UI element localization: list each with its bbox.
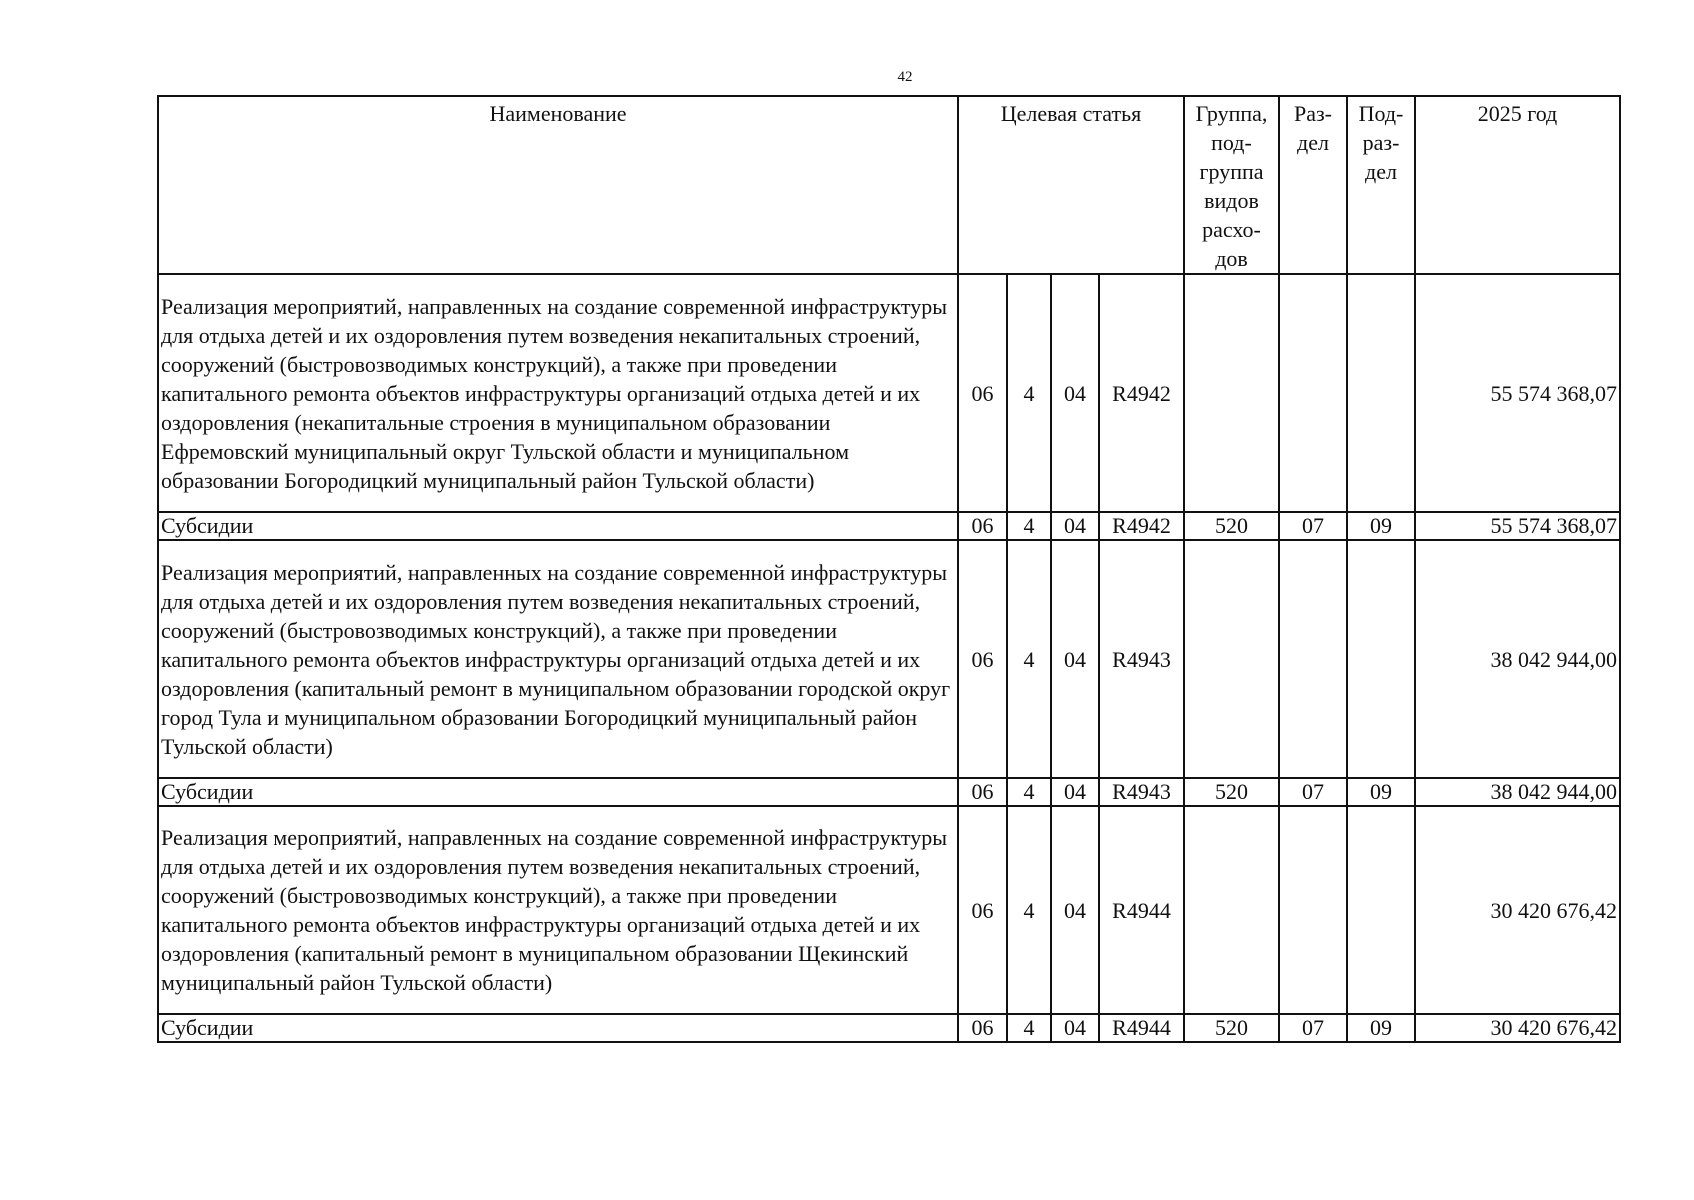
subsection: 09 [1347,1014,1415,1042]
target-article-code: R4943 [1099,778,1184,806]
row-name: Субсидии [158,778,958,806]
row-name: Реализация мероприятий, направленных на создание современной инфраструктуры для отдыха детей и их оздоровления путем возведения некапитальных строений, сооружений (быстровозводимых конструкций), а также при проведении капитального ремонта объектов инфраструктуры организаций отдыха детей и их оздоровления (капитальный ремонт в муниципальном образовании Щекинский муниципальный район Тульской области) [158,806,958,1014]
subsection [1347,540,1415,778]
table-row [158,274,1620,512]
expense-group [1184,540,1279,778]
target-article-code: R4944 [1099,806,1184,1014]
row-name: Реализация мероприятий, направленных на создание современной инфраструктуры для отдыха детей и их оздоровления путем возведения некапитальных строений, сооружений (быстровозводимых конструкций), а также при проведении капитального ремонта объектов инфраструктуры организаций отдыха детей и их оздоровления (капитальный ремонт в муниципальном образовании городской округ город Тула и муниципальном образовании Богородицкий муниципальный район Тульской области) [158,540,958,778]
amount-2025: 30 420 676,42 [1415,1014,1620,1042]
section: 07 [1279,512,1347,540]
target-article-program: 06 [958,274,1007,512]
target-article-type: 4 [1007,1014,1051,1042]
subsection: 09 [1347,778,1415,806]
section [1279,806,1347,1014]
header-year: 2025 год [1415,96,1620,274]
header-section: Раз-дел [1279,96,1347,274]
section [1279,540,1347,778]
target-article-type: 4 [1007,540,1051,778]
table-header-row [158,96,1620,274]
subsection [1347,806,1415,1014]
amount-2025: 38 042 944,00 [1415,540,1620,778]
section: 07 [1279,1014,1347,1042]
target-article-subprogram: 04 [1051,806,1099,1014]
target-article-program: 06 [958,540,1007,778]
target-article-subprogram: 04 [1051,1014,1099,1042]
budget-table [157,95,1621,1043]
row-name: Реализация мероприятий, направленных на создание современной инфраструктуры для отдыха детей и их оздоровления путем возведения некапитальных строений, сооружений (быстровозводимых конструкций), а также при проведении капитального ремонта объектов инфраструктуры организаций отдыха детей и их оздоровления (некапитальные строения в муниципальном образовании Ефремовский муниципальный округ Тульской области и муниципальном образовании Богородицкий муниципальный район Тульской области) [158,274,958,512]
expense-group [1184,274,1279,512]
expense-group: 520 [1184,512,1279,540]
target-article-code: R4943 [1099,540,1184,778]
target-article-program: 06 [958,1014,1007,1042]
target-article-code: R4942 [1099,512,1184,540]
subsection [1347,274,1415,512]
table-row [158,806,1620,1014]
row-name: Субсидии [158,1014,958,1042]
subsection: 09 [1347,512,1415,540]
expense-group: 520 [1184,1014,1279,1042]
row-name: Субсидии [158,512,958,540]
target-article-subprogram: 04 [1051,778,1099,806]
target-article-subprogram: 04 [1051,512,1099,540]
amount-2025: 55 574 368,07 [1415,274,1620,512]
header-expense-group: Группа, под-группа видов расхо-дов [1184,96,1279,274]
header-target-article: Целевая статья [958,96,1184,274]
target-article-subprogram: 04 [1051,540,1099,778]
target-article-code: R4942 [1099,274,1184,512]
table-row [158,540,1620,778]
target-article-code: R4944 [1099,1014,1184,1042]
header-name: Наименование [158,96,958,274]
page-number: 42 [897,69,913,85]
target-article-type: 4 [1007,806,1051,1014]
target-article-type: 4 [1007,778,1051,806]
expense-group [1184,806,1279,1014]
table-row [158,512,1620,540]
target-article-program: 06 [958,806,1007,1014]
target-article-program: 06 [958,512,1007,540]
amount-2025: 55 574 368,07 [1415,512,1620,540]
header-subsection: Под-раз-дел [1347,96,1415,274]
target-article-program: 06 [958,778,1007,806]
expense-group: 520 [1184,778,1279,806]
table-row [158,778,1620,806]
target-article-subprogram: 04 [1051,274,1099,512]
target-article-type: 4 [1007,274,1051,512]
table-row [158,1014,1620,1042]
section [1279,274,1347,512]
amount-2025: 38 042 944,00 [1415,778,1620,806]
target-article-type: 4 [1007,512,1051,540]
amount-2025: 30 420 676,42 [1415,806,1620,1014]
section: 07 [1279,778,1347,806]
